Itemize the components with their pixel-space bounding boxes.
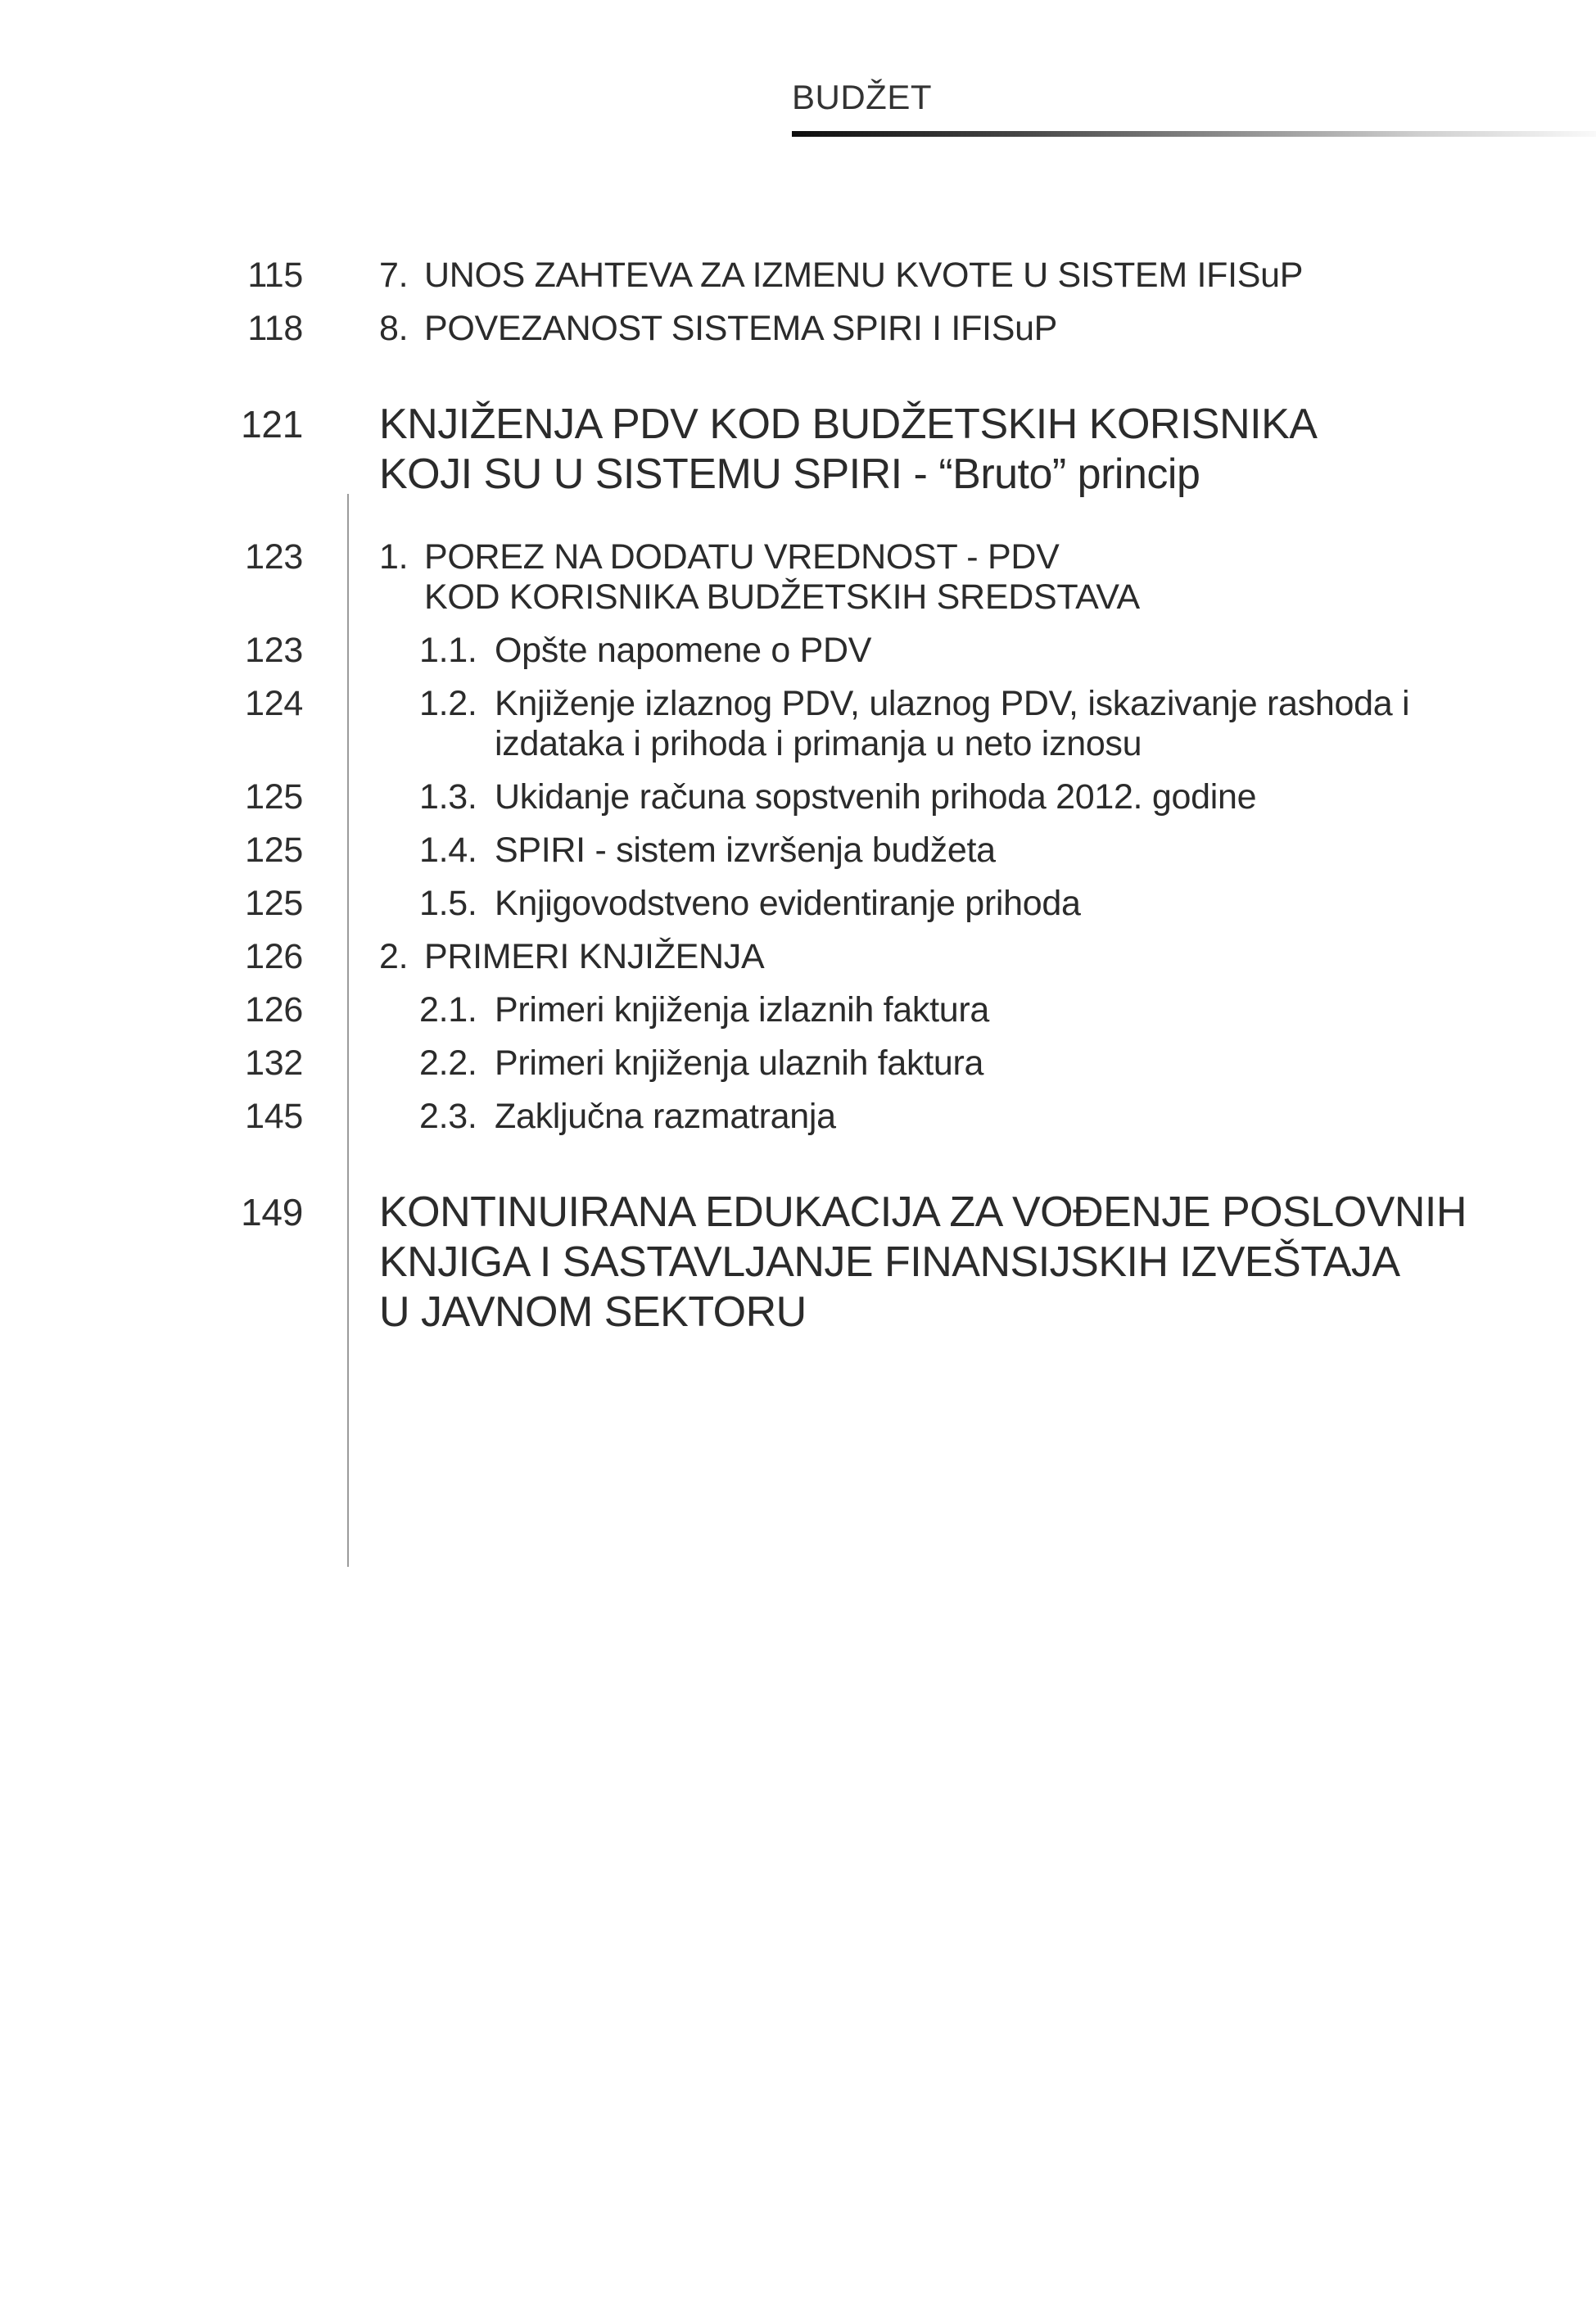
toc-entry-content bbox=[303, 1043, 1596, 1084]
toc-entry bbox=[0, 1097, 1596, 1137]
toc-entry-title-line: U JAVNOM SEKTORU bbox=[379, 1288, 807, 1336]
toc-entry-content bbox=[303, 777, 1596, 817]
table-of-contents bbox=[0, 242, 1596, 1338]
toc-entry-number: 1.1. bbox=[419, 631, 477, 670]
toc-entry-title bbox=[424, 309, 1596, 349]
toc-page-number: 125 bbox=[245, 831, 303, 870]
toc-entry-number: 2.1. bbox=[419, 990, 477, 1030]
toc-entry-number: 2.3. bbox=[419, 1097, 477, 1136]
toc-entry bbox=[0, 400, 1596, 500]
toc-page-number: 115 bbox=[247, 256, 303, 295]
toc-entry-content bbox=[303, 400, 1596, 500]
toc-entry-title-line: UNOS ZAHTEVA ZA IZMENU KVOTE U SISTEM IFISuP bbox=[424, 256, 1304, 295]
header-gradient-rule bbox=[792, 131, 1596, 137]
toc-entry bbox=[0, 1043, 1596, 1084]
toc-page-number: 124 bbox=[245, 684, 303, 723]
toc-entry bbox=[0, 309, 1596, 349]
toc-entry-title-line: PRIMERI KNJIŽENJA bbox=[424, 937, 765, 976]
toc-entry-title-line: KNJIŽENJA PDV KOD BUDŽETSKIH KORISNIKA bbox=[379, 401, 1318, 448]
toc-entry-number: 1.5. bbox=[419, 884, 477, 923]
toc-page-number: 118 bbox=[247, 309, 303, 348]
toc-rows bbox=[0, 256, 1596, 1338]
toc-page-number: 132 bbox=[245, 1043, 303, 1083]
toc-page-number: 149 bbox=[241, 1191, 303, 1233]
toc-entry-content bbox=[303, 937, 1596, 977]
toc-entry-title bbox=[495, 777, 1596, 817]
toc-entry-title bbox=[495, 884, 1596, 924]
toc-entry-title bbox=[495, 990, 1596, 1030]
toc-entry-title-line: POVEZANOST SISTEMA SPIRI I IFISuP bbox=[424, 309, 1058, 348]
toc-entry-title bbox=[424, 937, 1596, 977]
toc-entry-title bbox=[379, 400, 1596, 500]
toc-entry-title-line: Ukidanje računa sopstvenih prihoda 2012. godine bbox=[495, 777, 1257, 817]
toc-entry-title-line: Knjiženje izlaznog PDV, ulaznog PDV, iskazivanje rashoda i bbox=[495, 684, 1410, 723]
toc-entry-title-line: Opšte napomene o PDV bbox=[495, 631, 872, 670]
toc-page-number: 125 bbox=[245, 884, 303, 923]
toc-entry-title-line: Knjigovodstveno evidentiranje prihoda bbox=[495, 884, 1081, 923]
toc-entry bbox=[0, 990, 1596, 1030]
toc-entry-number: 1.3. bbox=[419, 777, 477, 817]
toc-entry-number: 2. bbox=[379, 937, 409, 976]
toc-entry bbox=[0, 684, 1596, 764]
toc-entry-content bbox=[303, 309, 1596, 349]
toc-entry-content bbox=[303, 990, 1596, 1030]
toc-entry-title-line: KNJIGA I SASTAVLJANJE FINANSIJSKIH IZVEŠTAJA bbox=[379, 1238, 1400, 1286]
toc-entry-content bbox=[303, 537, 1596, 618]
toc-entry-title-line: KOD KORISNIKA BUDŽETSKIH SREDSTAVA bbox=[424, 577, 1140, 617]
toc-entry-number: 2.2. bbox=[419, 1043, 477, 1083]
toc-entry-content bbox=[303, 1188, 1596, 1338]
toc-entry-content bbox=[303, 831, 1596, 871]
toc-entry-title-line: Zaključna razmatranja bbox=[495, 1097, 836, 1136]
toc-entry-title-line: Primeri knjiženja izlaznih faktura bbox=[495, 990, 989, 1030]
toc-entry bbox=[0, 1188, 1596, 1338]
toc-page-number: 123 bbox=[245, 537, 303, 577]
toc-entry-title bbox=[424, 256, 1596, 296]
toc-page-number: 145 bbox=[245, 1097, 303, 1136]
toc-entry bbox=[0, 256, 1596, 296]
toc-entry-title bbox=[495, 1043, 1596, 1084]
toc-page-number: 126 bbox=[245, 937, 303, 976]
toc-entry bbox=[0, 777, 1596, 817]
toc-entry-content bbox=[303, 256, 1596, 296]
toc-entry-title-line: Primeri knjiženja ulaznih faktura bbox=[495, 1043, 984, 1083]
toc-entry-title bbox=[424, 537, 1596, 618]
toc-entry-content bbox=[303, 631, 1596, 671]
toc-entry-number: 1.2. bbox=[419, 684, 477, 723]
toc-entry-title-line: POREZ NA DODATU VREDNOST - PDV bbox=[424, 537, 1060, 577]
toc-page-number: 121 bbox=[241, 403, 303, 446]
toc-entry-content bbox=[303, 684, 1596, 764]
toc-entry-content bbox=[303, 884, 1596, 924]
toc-entry-number: 8. bbox=[379, 309, 409, 348]
toc-entry-number: 7. bbox=[379, 256, 409, 295]
toc-entry-title-line: izdataka i prihoda i primanja u neto iznosu bbox=[495, 724, 1142, 763]
toc-entry-title bbox=[379, 1188, 1596, 1338]
toc-entry-title-line: SPIRI - sistem izvršenja budžeta bbox=[495, 831, 996, 870]
toc-entry bbox=[0, 884, 1596, 924]
page-header-title: BUDŽET bbox=[792, 78, 932, 116]
toc-entry bbox=[0, 631, 1596, 671]
toc-entry-title bbox=[495, 684, 1596, 764]
toc-entry-number: 1. bbox=[379, 537, 409, 577]
toc-page-number: 126 bbox=[245, 990, 303, 1030]
toc-entry-title bbox=[495, 631, 1596, 671]
toc-entry bbox=[0, 831, 1596, 871]
toc-page-number: 125 bbox=[245, 777, 303, 817]
toc-entry bbox=[0, 537, 1596, 618]
toc-entry-title bbox=[495, 1097, 1596, 1137]
toc-entry-title-line: KOJI SU U SISTEMU SPIRI - “Bruto” princip bbox=[379, 450, 1200, 498]
toc-entry-number: 1.4. bbox=[419, 831, 477, 870]
toc-entry-content bbox=[303, 1097, 1596, 1137]
toc-entry bbox=[0, 937, 1596, 977]
toc-separator-line bbox=[347, 494, 349, 1567]
toc-page-number: 123 bbox=[245, 631, 303, 670]
toc-entry-title-line: KONTINUIRANA EDUKACIJA ZA VOĐENJE POSLOVNIH bbox=[379, 1188, 1467, 1236]
toc-entry-title bbox=[495, 831, 1596, 871]
